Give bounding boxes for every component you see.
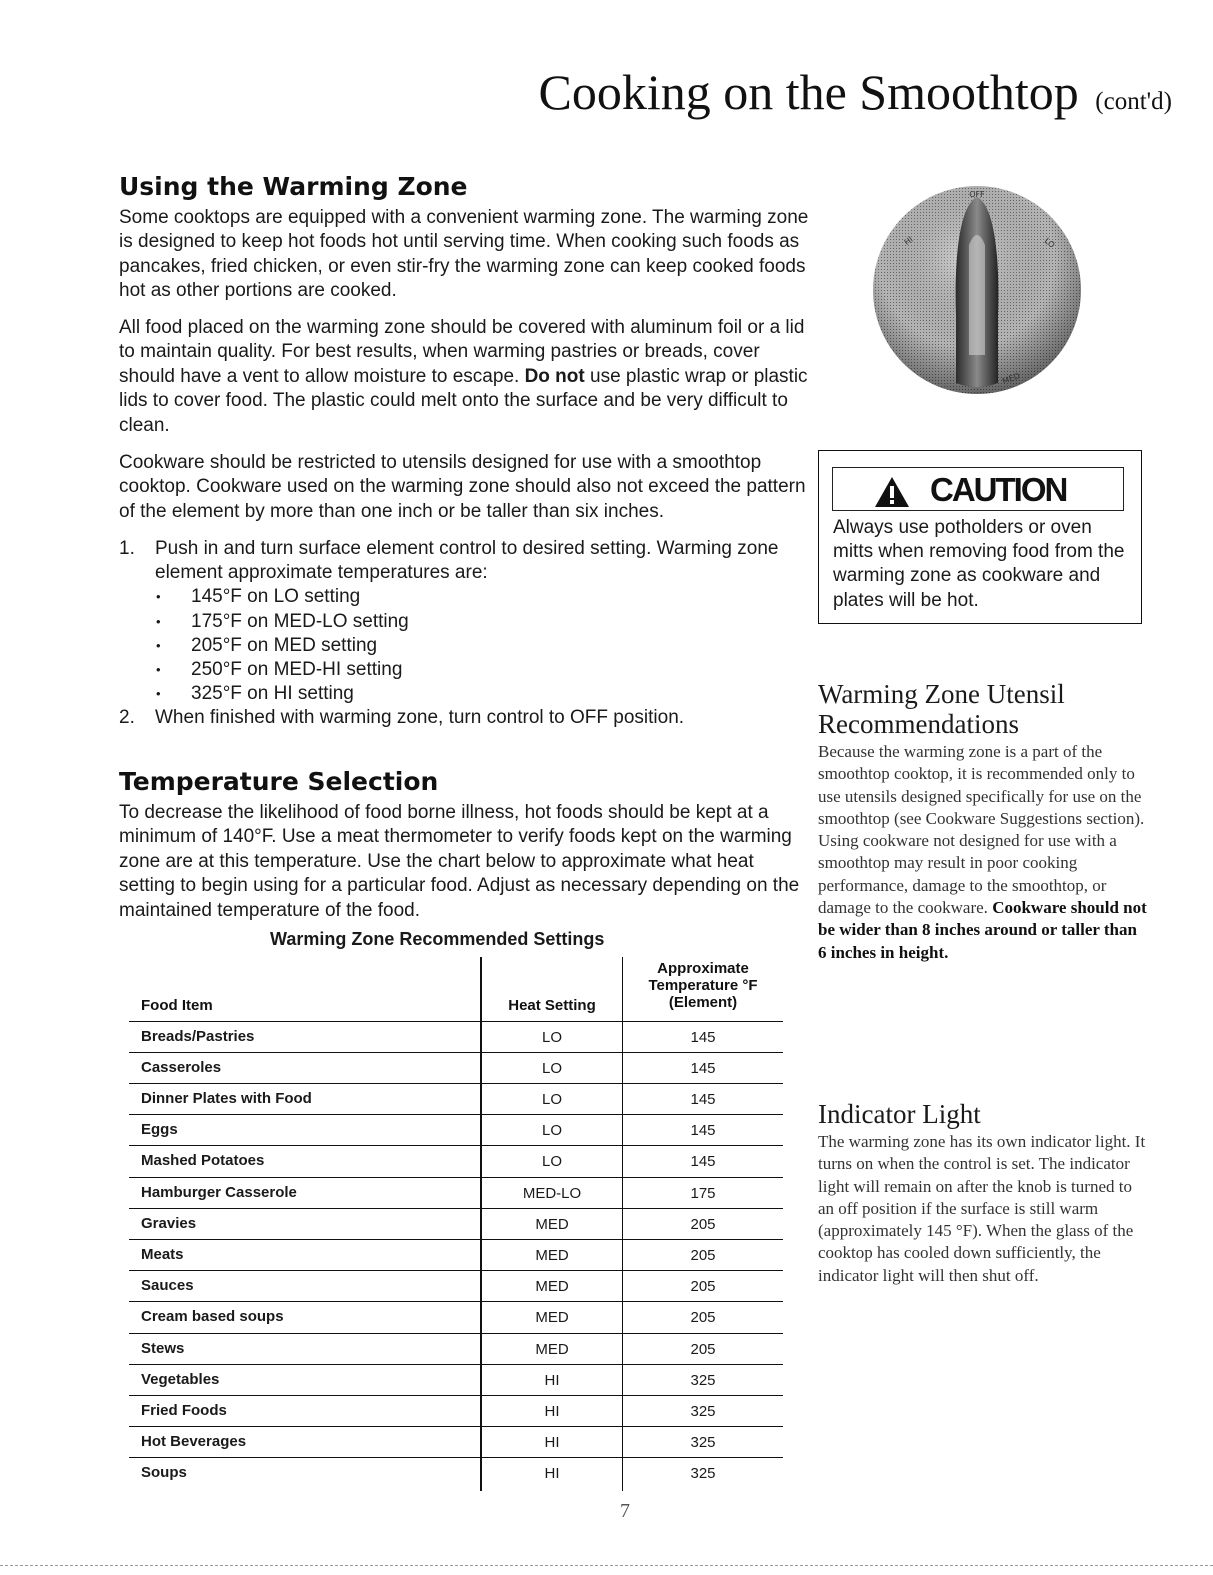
table-row: [129, 1270, 783, 1302]
step-2: [119, 706, 809, 730]
warming-zone-steps: [119, 537, 809, 731]
indicator-heading: Indicator Light: [818, 1099, 981, 1129]
utensil-body: Because the warming zone is a part of the smoothtop cooktop, it is recommended only to use utensils designed specifically for use on the smoothtop (see Cookware Suggestions section). Using cookware not designed for use with a smoothtop may result in poor cooking performance, damage to the smoothtop, or damage to the cookware.: [818, 742, 1145, 918]
cell-food: Eggs: [141, 1121, 178, 1138]
cell-temp: 145: [690, 1153, 716, 1170]
cell-heat: LO: [541, 1029, 562, 1046]
utensil-text: [818, 741, 1148, 964]
cell-food: Hot Beverages: [141, 1433, 247, 1450]
cell-food: Meats: [141, 1246, 184, 1263]
para-2-part-b: use plastic wrap or plastic lids to cover food. The plastic could melt onto the surface and be very difficult to clean.: [119, 365, 808, 436]
cell-temp: 205: [690, 1278, 716, 1295]
cell-food: Soups: [141, 1464, 187, 1481]
cell-temp: 205: [690, 1341, 716, 1358]
bullet-item: • 145°F on LO setting: [155, 585, 809, 609]
cell-heat: LO: [541, 1091, 562, 1108]
bullet-item: • 250°F on MED-HI setting: [155, 658, 809, 682]
warming-zone-para-3: Cookware should be restricted to utensils designed for use with a smoothtop cooktop. Cookware used on the warming zone should also not exceed the pattern of the element by more than one inch or be taller than six inches.: [119, 452, 806, 522]
cell-food: Hamburger Casserole: [141, 1184, 297, 1201]
cell-food: Mashed Potatoes: [141, 1152, 265, 1169]
table-row: [129, 1239, 783, 1271]
temperature-selection-text: [119, 801, 809, 923]
cell-food: Cream based soups: [141, 1308, 284, 1325]
do-not-emphasis: Do not: [524, 365, 585, 387]
warming-zone-heading: Using the Warming Zone: [119, 172, 468, 201]
cell-food: Breads/Pastries: [141, 1028, 255, 1045]
temperature-bullets: [155, 585, 809, 706]
cell-temp: 205: [690, 1216, 716, 1233]
cell-temp: 205: [690, 1309, 716, 1326]
table-row: [129, 1364, 783, 1396]
header-heat-setting: Heat Setting: [508, 997, 596, 1014]
table-row: [129, 1426, 783, 1458]
table-row: [129, 1177, 783, 1209]
cell-heat: HI: [544, 1434, 560, 1451]
cell-heat: MED: [535, 1309, 569, 1326]
bullet-item: • 325°F on HI setting: [155, 682, 809, 706]
cell-temp: 325: [690, 1465, 716, 1482]
warming-zone-para-1: Some cooktops are equipped with a convenient warming zone. The warming zone is designed to keep hot foods hot until serving time. When cooking such foods as pancakes, fried chicken, or even stir-fry the warming zone can keep cooked foods hot as other portions are cooked.: [119, 207, 809, 302]
table-row: [129, 1457, 783, 1489]
warming-zone-cookware: [119, 451, 809, 524]
cell-heat: HI: [544, 1372, 560, 1389]
utensil-bold-warning: Cookware should not be wider than 8 inches around or taller than 6 inches in height.: [818, 898, 1147, 962]
cell-heat: LO: [541, 1060, 562, 1077]
table-row: [129, 1021, 783, 1053]
bottom-edge-rule: [0, 1565, 1213, 1566]
cell-temp: 145: [690, 1029, 716, 1046]
knob-label-lo: LO: [1042, 236, 1057, 250]
cell-temp: 325: [690, 1372, 716, 1389]
control-knob-illustration: [872, 185, 1082, 395]
table-caption: Warming Zone Recommended Settings: [270, 929, 605, 949]
caution-label: CAUTION: [930, 471, 1067, 508]
cell-temp: 325: [690, 1434, 716, 1451]
table-row: [129, 1052, 783, 1084]
knob-label-off: OFF: [969, 190, 985, 199]
temperature-selection-para: To decrease the likelihood of food borne illness, hot foods should be kept at a minimum of 140°F. Use a meat thermometer to verify foods kept on the warming zone are at this temperature. Use the chart below to approximate what heat setting to begin using for a particular food. Adjust as necessary depending on the maintained temperature of the food.: [119, 802, 800, 921]
cell-temp: 325: [690, 1403, 716, 1420]
page-title-text: Cooking on the Smoothtop: [538, 64, 1079, 120]
header-temp-line-1: Approximate: [657, 960, 749, 977]
cell-heat: LO: [541, 1153, 562, 1170]
header-temperature: [623, 960, 783, 1011]
cell-food: Gravies: [141, 1215, 197, 1232]
cell-heat: HI: [544, 1403, 560, 1420]
bullet-item: • 205°F on MED setting: [155, 634, 809, 658]
page-number: 7: [620, 1500, 630, 1522]
warning-triangle-icon: [874, 476, 910, 508]
caution-text: Always use potholders or oven mitts when removing food from the warming zone as cookware and plates will be hot.: [833, 517, 1125, 611]
cell-food: Vegetables: [141, 1371, 220, 1388]
indicator-text: The warming zone has its own indicator light. It turns on when the control is set. The indicator light will remain on after the knob is turned to an off position if the surface is still warm (approximately 145 °F). When the glass of the cooktop has cooled down sufficiently, the indicator light will then shut off.: [818, 1132, 1146, 1285]
table-row: [129, 1208, 783, 1240]
cell-heat: MED-LO: [522, 1185, 582, 1202]
table-row: [129, 1083, 783, 1115]
cell-temp: 175: [690, 1185, 716, 1202]
cell-temp: 205: [690, 1247, 716, 1264]
table-row: [129, 1145, 783, 1177]
cell-temp: 145: [690, 1122, 716, 1139]
cell-food: Fried Foods: [141, 1402, 227, 1419]
cell-heat: MED: [535, 1247, 569, 1264]
step-2-text: When finished with warming zone, turn control to OFF position.: [155, 707, 685, 729]
cell-food: Stews: [141, 1340, 185, 1357]
knob-label-med: MED: [1001, 371, 1022, 386]
cell-heat: HI: [544, 1465, 560, 1482]
warming-zone-para-2: [119, 316, 809, 438]
page-title-suffix: (cont'd): [1095, 88, 1172, 115]
table-row: [129, 1395, 783, 1427]
temperature-selection-heading: Temperature Selection: [119, 767, 439, 796]
step-1-number: 1.: [119, 538, 135, 559]
table-row: [129, 1333, 783, 1365]
header-food-item: Food Item: [141, 997, 213, 1014]
cell-temp: 145: [690, 1060, 716, 1077]
cell-heat: MED: [535, 1216, 569, 1233]
step-1: [119, 537, 809, 706]
knob-label-hi: HI: [902, 234, 915, 248]
cell-food: Sauces: [141, 1277, 194, 1294]
header-temp-line-3: (Element): [668, 994, 738, 1011]
cell-food: Casseroles: [141, 1059, 222, 1076]
warming-zone-covering: [119, 316, 809, 438]
step-2-number: 2.: [119, 707, 135, 729]
step-1-text: Push in and turn surface element control to desired setting. Warming zone element approximate temperatures are:: [155, 538, 779, 584]
page-title: [0, 62, 1172, 132]
table-row: [129, 1114, 783, 1146]
bullet-item: • 175°F on MED-LO setting: [155, 610, 809, 634]
cell-temp: 145: [690, 1091, 716, 1108]
utensil-heading: Warming Zone Utensil Recommendations: [818, 679, 1065, 739]
table-row: [129, 1301, 783, 1333]
cell-heat: LO: [541, 1122, 562, 1139]
para-2-part-a: All food placed on the warming zone should be covered with aluminum foil or a lid to maintain quality. For best results, when warming pastries or breads, cover should have a vent to allow moisture to escape.: [119, 317, 805, 387]
cell-heat: MED: [535, 1341, 569, 1358]
header-temp-line-2: Temperature °F: [648, 977, 758, 994]
warming-zone-intro: [119, 206, 809, 304]
cell-food: Dinner Plates with Food: [141, 1090, 312, 1107]
cell-heat: MED: [535, 1278, 569, 1295]
